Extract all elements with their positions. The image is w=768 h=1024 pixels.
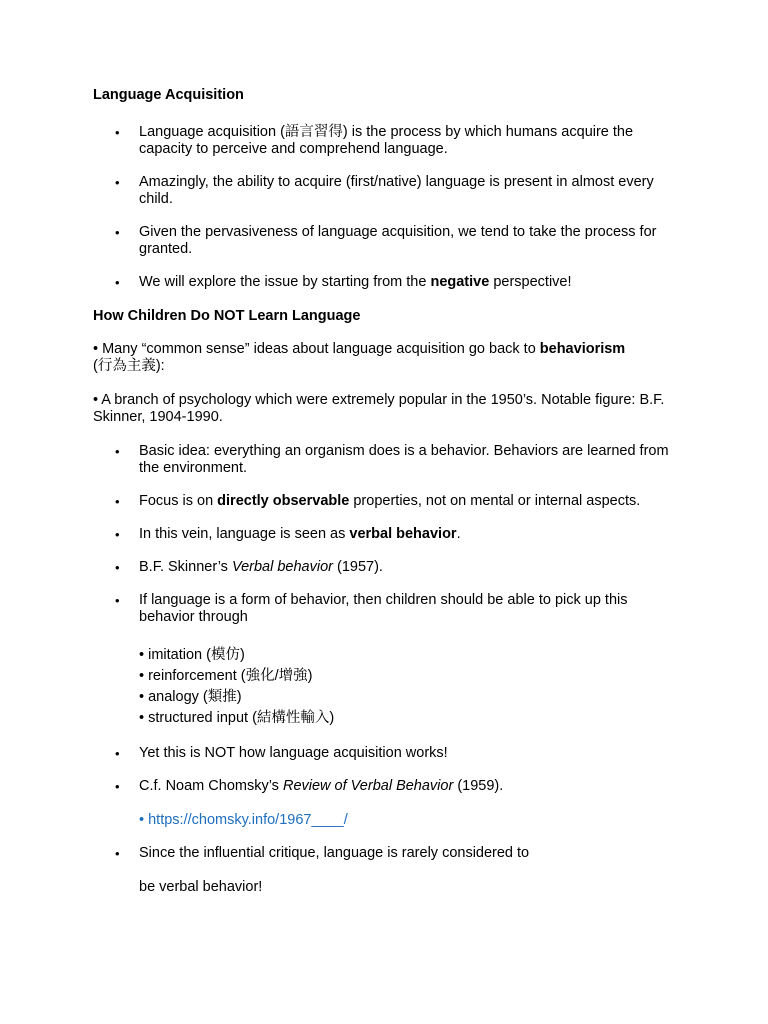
- list-item: [93, 778, 683, 829]
- bullet-text: properties, not on mental or internal aspects.: [349, 493, 641, 509]
- chomsky-link[interactable]: https://chomsky.info/1967____/: [148, 812, 348, 828]
- bullet-text: Language acquisition (語言習得) is the process by which humans acquire the capacity to perceive and comprehend language.: [139, 124, 634, 157]
- paragraph-behaviorism: [93, 341, 683, 375]
- bullet-bold-text: negative: [430, 274, 490, 290]
- bullet-text: In this vein, language is seen as: [139, 526, 350, 542]
- list-item: [93, 745, 683, 762]
- bullet-text: If language is a form of behavior, then children should be able to pick up this behavior through: [139, 592, 628, 625]
- bullet-text: (1959).: [453, 778, 504, 794]
- bullet-text: Amazingly, the ability to acquire (first/native) language is present in almost every child.: [139, 174, 654, 207]
- acquisition-bullet-list: [93, 124, 683, 291]
- paragraph-text: (行為主義):: [93, 358, 165, 374]
- document-page: [93, 87, 683, 912]
- list-item: [93, 526, 683, 543]
- bullet-continuation: be verbal behavior!: [139, 879, 263, 895]
- sublist-item: • structured input (結構性輸入): [139, 710, 335, 726]
- list-item: [93, 224, 683, 258]
- list-item: [93, 845, 683, 896]
- list-item: [93, 174, 683, 208]
- list-item: [93, 124, 683, 158]
- bullet-italic-text: Review of Verbal Behavior: [282, 778, 454, 794]
- bullet-text: We will explore the issue by starting from the: [139, 274, 431, 290]
- bullet-italic-text: Verbal behavior: [231, 559, 333, 575]
- sublist-item: • reinforcement (強化/增強): [139, 668, 313, 684]
- list-item: [93, 274, 683, 291]
- bullet-text: B.F. Skinner’s: [139, 559, 232, 575]
- link-bullet: •: [139, 812, 149, 828]
- bullet-text: perspective!: [489, 274, 572, 290]
- bullet-bold-text: verbal behavior: [349, 526, 457, 542]
- sublist-item: • analogy (類推): [139, 689, 242, 705]
- bullet-text: C.f. Noam Chomsky’s: [139, 778, 283, 794]
- paragraph-psychology-branch: • A branch of psychology which were extremely popular in the 1950’s. Notable figure: B.F. Skinner, 1904-1990.: [93, 392, 665, 425]
- section-title-language-acquisition: Language Acquisition: [93, 87, 244, 103]
- bullet-text: Focus is on: [139, 493, 218, 509]
- paragraph-bold-text: behaviorism: [539, 341, 626, 357]
- behaviorism-bullet-list: [93, 443, 683, 896]
- bullet-text: Given the pervasiveness of language acquisition, we tend to take the process for granted.: [139, 224, 657, 257]
- list-item: [93, 559, 683, 576]
- section-title-how-children-do-not-learn: How Children Do NOT Learn Language: [93, 308, 361, 324]
- list-item: [93, 493, 683, 510]
- list-item: [93, 592, 683, 729]
- learning-methods-sublist: [139, 645, 683, 729]
- list-item: [93, 443, 683, 477]
- paragraph-text: • Many “common sense” ideas about language acquisition go back to: [93, 341, 540, 357]
- sublist-item: • imitation (模仿): [139, 647, 245, 663]
- chomsky-link-line: [139, 812, 683, 829]
- bullet-text: .: [456, 526, 461, 542]
- bullet-bold-text: directly observable: [217, 493, 350, 509]
- bullet-text: Yet this is NOT how language acquisition works!: [139, 745, 448, 761]
- bullet-text: Since the influential critique, language is rarely considered to: [139, 845, 530, 861]
- bullet-text: Basic idea: everything an organism does is a behavior. Behaviors are learned from the environment.: [139, 443, 669, 476]
- bullet-text: (1957).: [332, 559, 383, 575]
